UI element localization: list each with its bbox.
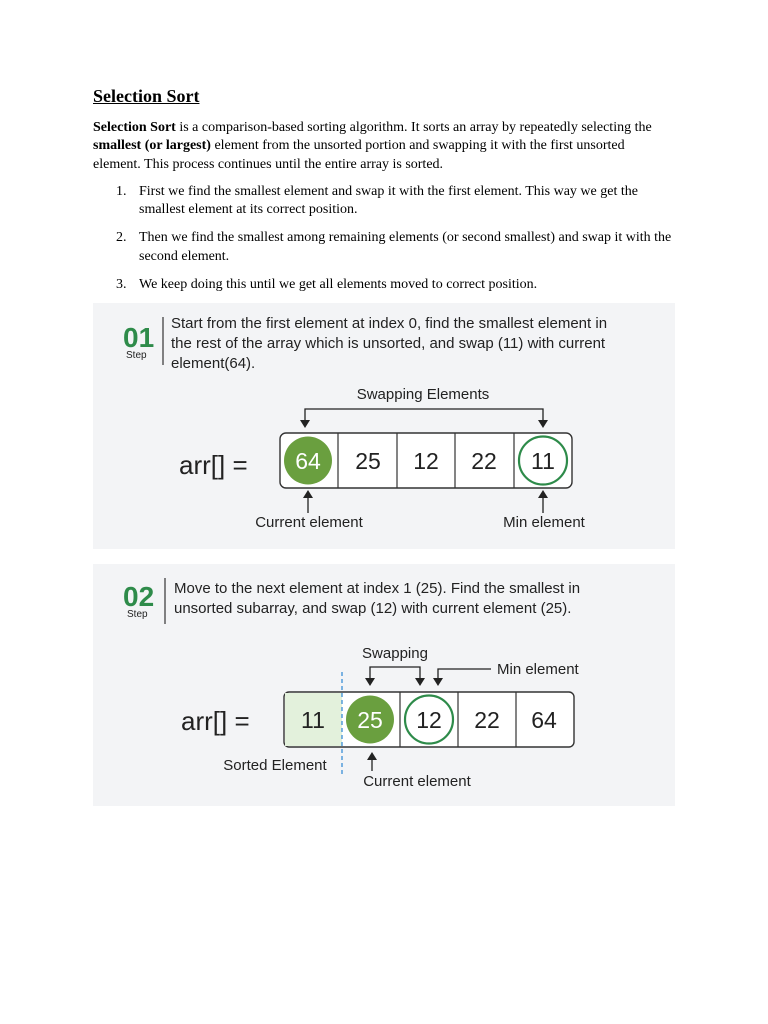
intro-bold-phrase: smallest (or largest) xyxy=(93,138,211,154)
step-1-desc-line-3: element(64). xyxy=(171,355,256,372)
list-item-number: 3. xyxy=(116,276,127,292)
list-item xyxy=(93,229,678,266)
intro-paragraph xyxy=(93,119,673,174)
step-2-svg xyxy=(93,564,675,806)
step-2-desc-line-1: Move to the next element at index 1 (25). Find the smallest in xyxy=(174,580,581,597)
arrow-head-icon xyxy=(538,420,548,428)
array-cell: 64 xyxy=(295,448,321,474)
list-item-text: We keep doing this until we get all elements moved to correct position. xyxy=(139,276,538,292)
array-label: arr[] = xyxy=(179,450,248,480)
list-item xyxy=(93,183,678,220)
array-cell: 64 xyxy=(531,707,557,733)
arrow-head-icon xyxy=(538,490,548,498)
array-cell: 11 xyxy=(531,448,555,474)
array-cell: 12 xyxy=(416,707,442,733)
current-element-label: Current element xyxy=(255,514,363,531)
array-cell: 11 xyxy=(301,707,325,733)
step-1-number: 01 xyxy=(123,322,155,353)
step-1-word: Step xyxy=(126,350,147,361)
steps-list xyxy=(93,183,678,304)
list-item-text: Then we find the smallest among remaining elements (or second smallest) and swap it with the second element. xyxy=(139,230,672,264)
array-cell: 22 xyxy=(471,448,497,474)
arrow-head-icon xyxy=(415,678,425,686)
min-element-label: Min element xyxy=(503,514,585,531)
sorted-element-label: Sorted Element xyxy=(223,757,327,774)
step-2-desc-line-2: unsorted subarray, and swap (12) with current element (25). xyxy=(174,600,572,617)
min-element-pointer xyxy=(438,669,491,681)
step-1-svg xyxy=(93,303,675,549)
list-item xyxy=(93,276,678,294)
swapping-label: Swapping xyxy=(362,645,428,662)
arrow-head-icon xyxy=(300,420,310,428)
arrow-head-icon xyxy=(303,490,313,498)
step-2-diagram xyxy=(93,564,675,806)
step-2-number: 02 xyxy=(123,581,155,612)
arrow-head-icon xyxy=(367,752,377,760)
array-cell: 22 xyxy=(474,707,500,733)
array-cell: 12 xyxy=(413,448,439,474)
intro-text-2: element from the unsorted portion and swapping it with the first unsorted element. This process continues until the entire array is sorted. xyxy=(93,138,625,172)
page-title: Selection Sort xyxy=(93,86,200,106)
step-2-word: Step xyxy=(127,609,148,620)
step-1-diagram xyxy=(93,303,675,549)
swap-label: Swapping Elements xyxy=(356,386,490,403)
arrow-head-icon xyxy=(433,678,443,686)
array-label: arr[] = xyxy=(181,706,250,736)
array-cell: 25 xyxy=(355,448,381,474)
min-element-label: Min element xyxy=(497,661,579,678)
intro-text-1: is a comparison-based sorting algorithm. It sorts an array by repeatedly selecting the xyxy=(175,120,652,135)
list-item-number: 1. xyxy=(116,184,127,199)
swap-bracket xyxy=(370,667,420,681)
step-1-desc-line-2: the rest of the array which is unsorted, and swap (11) with current xyxy=(171,335,606,352)
list-item-number: 2. xyxy=(116,230,127,246)
step-1-desc-line-1: Start from the first element at index 0, find the smallest element in xyxy=(171,315,608,332)
list-item-text: First we find the smallest element and swap it with the first element. This way we get the smallest element at its correct position. xyxy=(139,184,638,218)
intro-bold-term: Selection Sort xyxy=(93,120,176,135)
current-element-label: Current element xyxy=(363,773,471,790)
swap-bracket xyxy=(305,409,543,423)
array-cell: 25 xyxy=(357,707,383,733)
arrow-head-icon xyxy=(365,678,375,686)
